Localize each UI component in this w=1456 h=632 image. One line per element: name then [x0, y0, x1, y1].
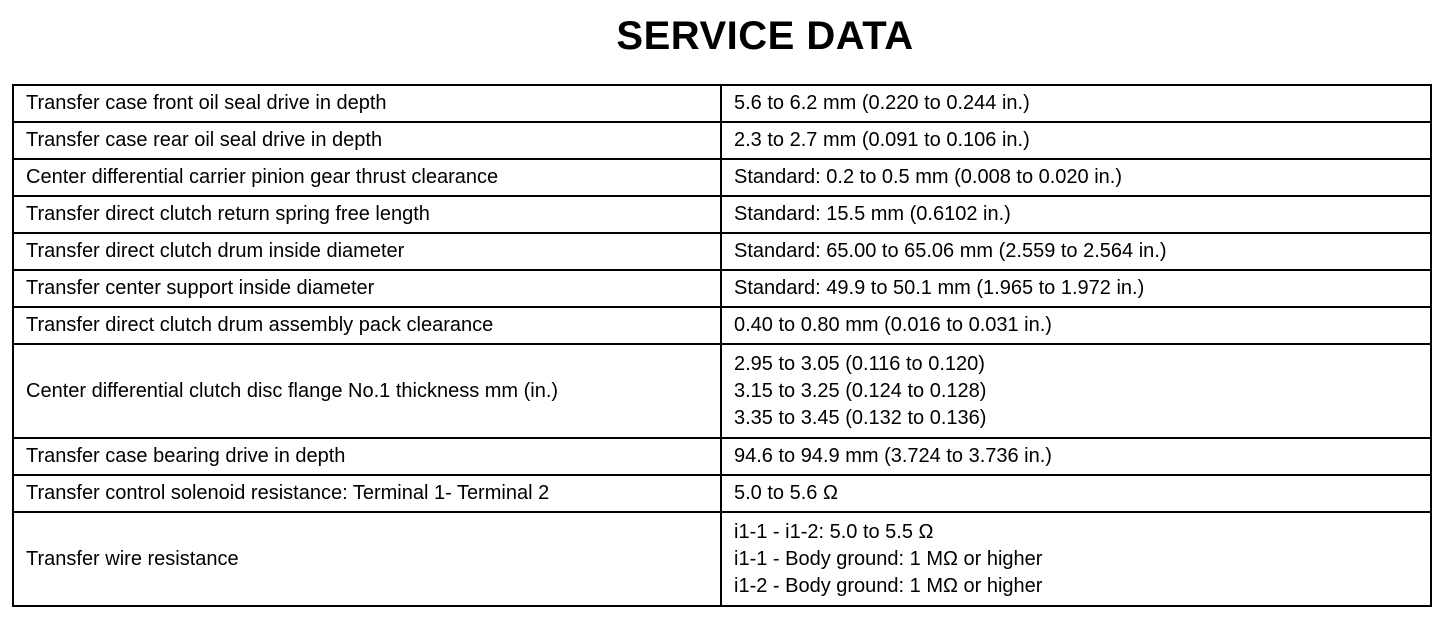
item-cell: Transfer direct clutch drum assembly pack clearance: [13, 307, 721, 344]
page-title: SERVICE DATA: [616, 14, 914, 58]
value-cell: [721, 85, 1431, 122]
table-row: [13, 512, 1431, 606]
item-cell: Center differential clutch disc flange No.1 thickness mm (in.): [13, 344, 721, 438]
value-line: 2.95 to 3.05 (0.116 to 0.120): [734, 352, 985, 375]
value-line: 94.6 to 94.9 mm (3.724 to 3.736 in.): [734, 445, 1052, 467]
table-row: [13, 438, 1431, 475]
value-line: 5.6 to 6.2 mm (0.220 to 0.244 in.): [734, 92, 1030, 114]
service-data-table: [12, 84, 1432, 607]
table-row: [13, 233, 1431, 270]
item-cell: Transfer case rear oil seal drive in depth: [13, 122, 721, 159]
value-line: 3.35 to 3.45 (0.132 to 0.136): [734, 406, 987, 429]
item-cell: Transfer direct clutch return spring free length: [13, 196, 721, 233]
value-line: 2.3 to 2.7 mm (0.091 to 0.106 in.): [734, 129, 1030, 151]
item-cell: Center differential carrier pinion gear thrust clearance: [13, 159, 721, 196]
value-cell: [721, 159, 1431, 196]
table-row: [13, 122, 1431, 159]
item-cell: Transfer direct clutch drum inside diameter: [13, 233, 721, 270]
table-row: [13, 307, 1431, 344]
value-line: 3.15 to 3.25 (0.124 to 0.128): [734, 379, 987, 402]
value-cell: [721, 233, 1431, 270]
value-cell: [721, 270, 1431, 307]
item-cell: Transfer case front oil seal drive in depth: [13, 85, 721, 122]
item-cell: Transfer control solenoid resistance: Terminal 1- Terminal 2: [13, 475, 721, 512]
table-row: [13, 270, 1431, 307]
item-cell: Transfer case bearing drive in depth: [13, 438, 721, 475]
value-line: Standard: 0.2 to 0.5 mm (0.008 to 0.020 in.): [734, 166, 1123, 188]
value-line: i1-1 - Body ground: 1 MΩ or higher: [734, 547, 1043, 570]
value-line: i1-1 - i1-2: 5.0 to 5.5 Ω: [734, 520, 934, 543]
item-cell: Transfer wire resistance: [13, 512, 721, 606]
value-cell: [721, 122, 1431, 159]
value-line: i1-2 - Body ground: 1 MΩ or higher: [734, 574, 1043, 597]
table-row: [13, 85, 1431, 122]
item-cell: Transfer center support inside diameter: [13, 270, 721, 307]
value-cell: [721, 307, 1431, 344]
table-row: [13, 475, 1431, 512]
value-cell: [721, 438, 1431, 475]
table-row: [13, 196, 1431, 233]
value-line: 5.0 to 5.6 Ω: [734, 482, 838, 504]
table-row: [13, 159, 1431, 196]
value-line: Standard: 49.9 to 50.1 mm (1.965 to 1.972 in.): [734, 277, 1145, 299]
value-cell: [721, 512, 1431, 606]
value-line: 0.40 to 0.80 mm (0.016 to 0.031 in.): [734, 314, 1052, 336]
table-row: [13, 344, 1431, 438]
value-cell: [721, 475, 1431, 512]
value-line: Standard: 65.00 to 65.06 mm (2.559 to 2.564 in.): [734, 240, 1167, 262]
value-cell: [721, 344, 1431, 438]
value-cell: [721, 196, 1431, 233]
value-line: Standard: 15.5 mm (0.6102 in.): [734, 203, 1011, 225]
